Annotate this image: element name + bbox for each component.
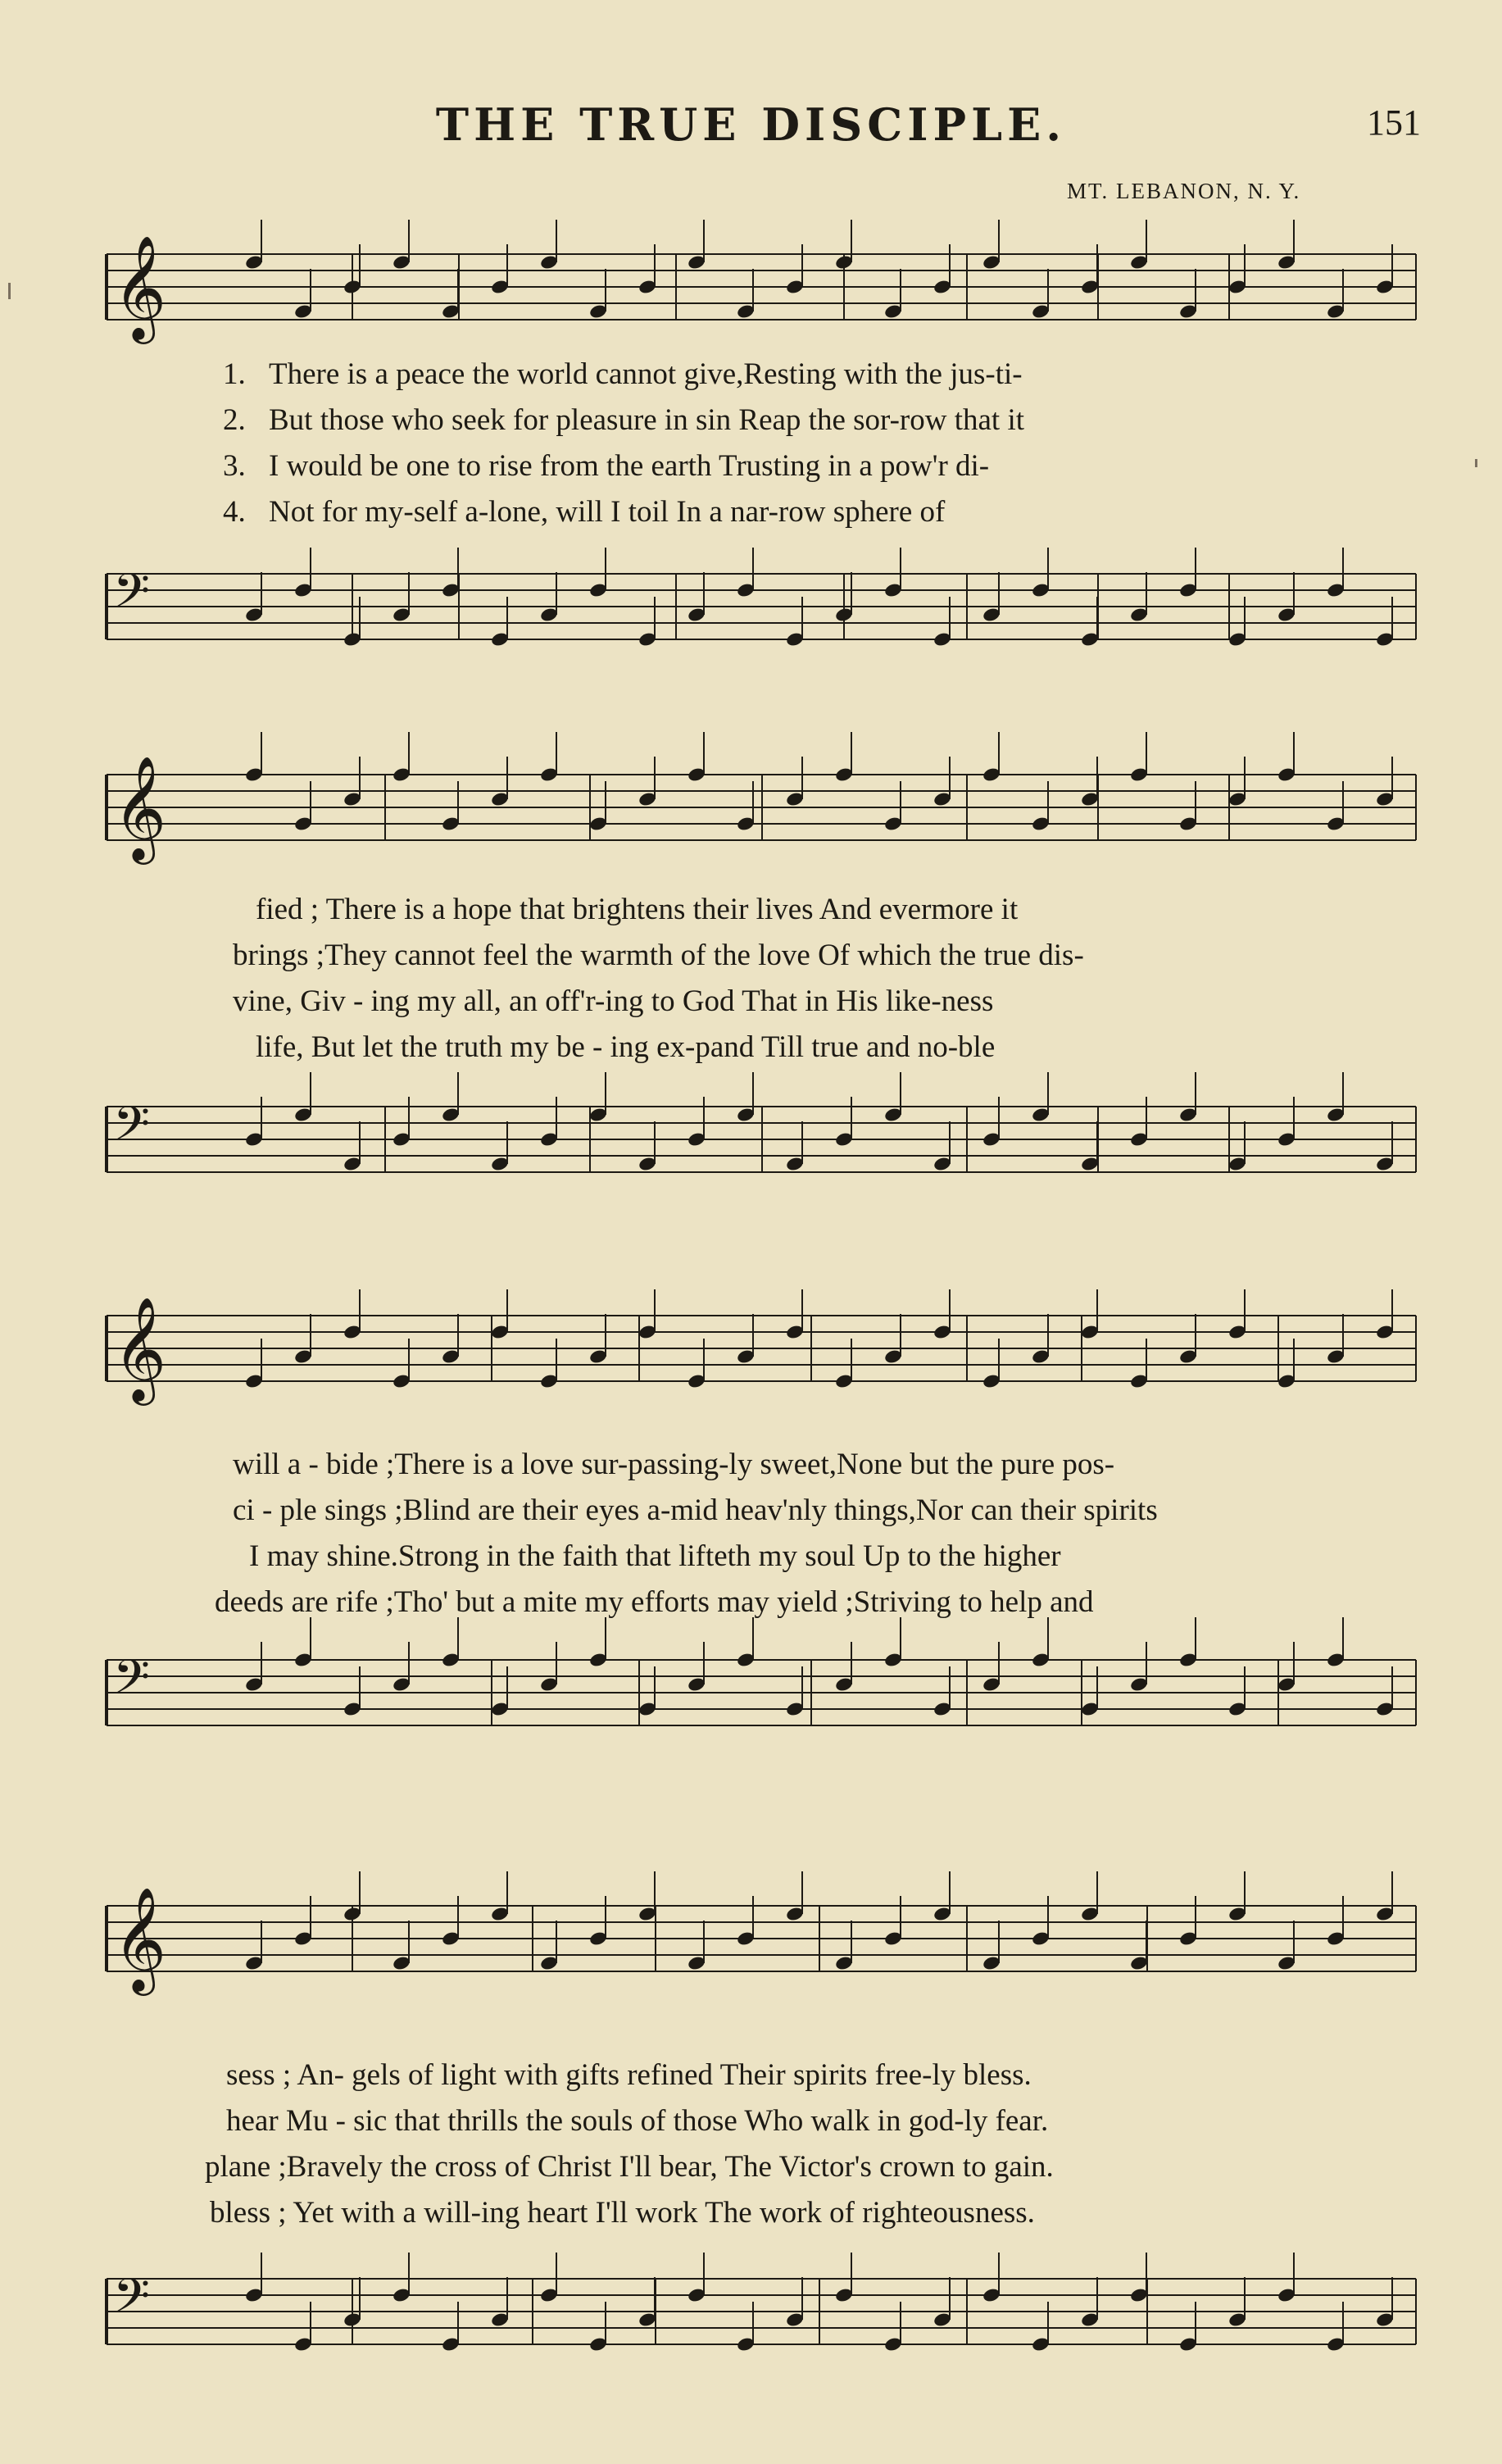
verse-text: Not for my-self a-lone, will I toil In a nar-row sphere of bbox=[269, 495, 946, 529]
verse-text: There is a peace the world cannot give,Resting with the jus-ti- bbox=[269, 357, 1023, 391]
verse-line bbox=[210, 2195, 1035, 2230]
verse-text: hear Mu - sic that thrills the souls of those Who walk in god-ly fear. bbox=[226, 2104, 1049, 2138]
staff-lines bbox=[107, 1316, 1416, 1381]
bass-staff bbox=[0, 2246, 1502, 2377]
treble-clef-icon: 𝄞 bbox=[113, 755, 167, 860]
bass-clef-icon: 𝄢 bbox=[113, 2268, 151, 2335]
treble-staff bbox=[0, 1881, 1502, 2045]
verse-line bbox=[233, 938, 1084, 973]
noteheads bbox=[244, 1617, 1395, 1717]
noteheads bbox=[244, 1072, 1395, 1172]
verse-text: life, But let the truth my be - ing ex-pand Till true and no-ble bbox=[256, 1030, 996, 1064]
verse-text: plane ;Bravely the cross of Christ I'll bear, The Victor's crown to gain. bbox=[205, 2150, 1054, 2184]
bass-clef-icon: 𝄢 bbox=[113, 1649, 151, 1716]
verse-line bbox=[205, 2149, 1054, 2184]
verse-text: I would be one to rise from the earth Trusting in a pow'r di- bbox=[269, 449, 990, 483]
staff-lines bbox=[107, 1660, 1416, 1725]
verse-line bbox=[223, 448, 989, 484]
verse-number: 2. bbox=[223, 403, 246, 437]
verse-line bbox=[256, 1030, 995, 1065]
noteheads bbox=[244, 732, 1395, 832]
treble-staff bbox=[0, 230, 1502, 352]
verse-number: 4. bbox=[223, 495, 246, 529]
verse-line bbox=[233, 984, 993, 1019]
treble-staff bbox=[0, 750, 1502, 881]
staff-lines bbox=[107, 574, 1416, 639]
verse-text: will a - bide ;There is a love sur-passing-ly sweet,None but the pure pos- bbox=[233, 1448, 1115, 1481]
verse-text: brings ;They cannot feel the warmth of the love Of which the true dis- bbox=[233, 939, 1084, 972]
verse-line bbox=[215, 1584, 1094, 1620]
treble-clef-icon: 𝄞 bbox=[113, 234, 167, 339]
page-title: THE TRUE DISCIPLE. bbox=[435, 98, 1067, 151]
verse-line bbox=[249, 1539, 1061, 1574]
verse-line bbox=[223, 494, 945, 530]
verse-number: 1. bbox=[223, 357, 246, 391]
bass-staff bbox=[0, 1627, 1502, 1816]
verse-line bbox=[233, 1493, 1158, 1528]
bass-clef-icon: 𝄢 bbox=[113, 1096, 151, 1163]
verse-number: 3. bbox=[223, 449, 246, 483]
verse-text: I may shine.Strong in the faith that lifteth my soul Up to the higher bbox=[249, 1539, 1061, 1573]
verse-line bbox=[226, 2103, 1048, 2139]
verse-text: vine, Giv - ing my all, an off'r-ing to God That in His like-ness bbox=[233, 984, 994, 1018]
verse-line bbox=[223, 402, 1024, 438]
verse-line bbox=[223, 357, 1023, 392]
margin-mark bbox=[1475, 459, 1477, 467]
verse-text: bless ; Yet with a will-ing heart I'll work The work of righteousness. bbox=[210, 2196, 1035, 2230]
verse-text: fied ; There is a hope that brightens their lives And evermore it bbox=[256, 893, 1019, 926]
treble-clef-icon: 𝄞 bbox=[113, 1296, 167, 1401]
verse-line bbox=[256, 892, 1018, 927]
bass-clef-icon: 𝄢 bbox=[113, 563, 151, 630]
noteheads bbox=[244, 1289, 1395, 1389]
verse-line bbox=[233, 1447, 1114, 1482]
verse-text: sess ; An- gels of light with gifts refined Their spirits free-ly bless. bbox=[226, 2058, 1032, 2092]
bass-staff bbox=[0, 1074, 1502, 1221]
noteheads bbox=[244, 548, 1395, 648]
staff-lines bbox=[107, 2279, 1416, 2344]
page-number: 151 bbox=[1367, 102, 1421, 143]
verse-text: But those who seek for pleasure in sin Reap the sor-row that it bbox=[269, 403, 1025, 437]
verse-line bbox=[226, 2057, 1032, 2093]
composer-attribution: MT. LEBANON, N. Y. bbox=[1067, 179, 1301, 203]
bass-staff bbox=[0, 541, 1502, 680]
treble-clef-icon: 𝄞 bbox=[113, 1886, 167, 1991]
verse-text: ci - ple sings ;Blind are their eyes a-mid heav'nly things,Nor can their spirits bbox=[233, 1493, 1158, 1527]
noteheads bbox=[244, 220, 1395, 320]
verse-text: deeds are rife ;Tho' but a mite my efforts may yield ;Striving to help and bbox=[215, 1585, 1094, 1619]
treble-staff bbox=[0, 1291, 1502, 1447]
